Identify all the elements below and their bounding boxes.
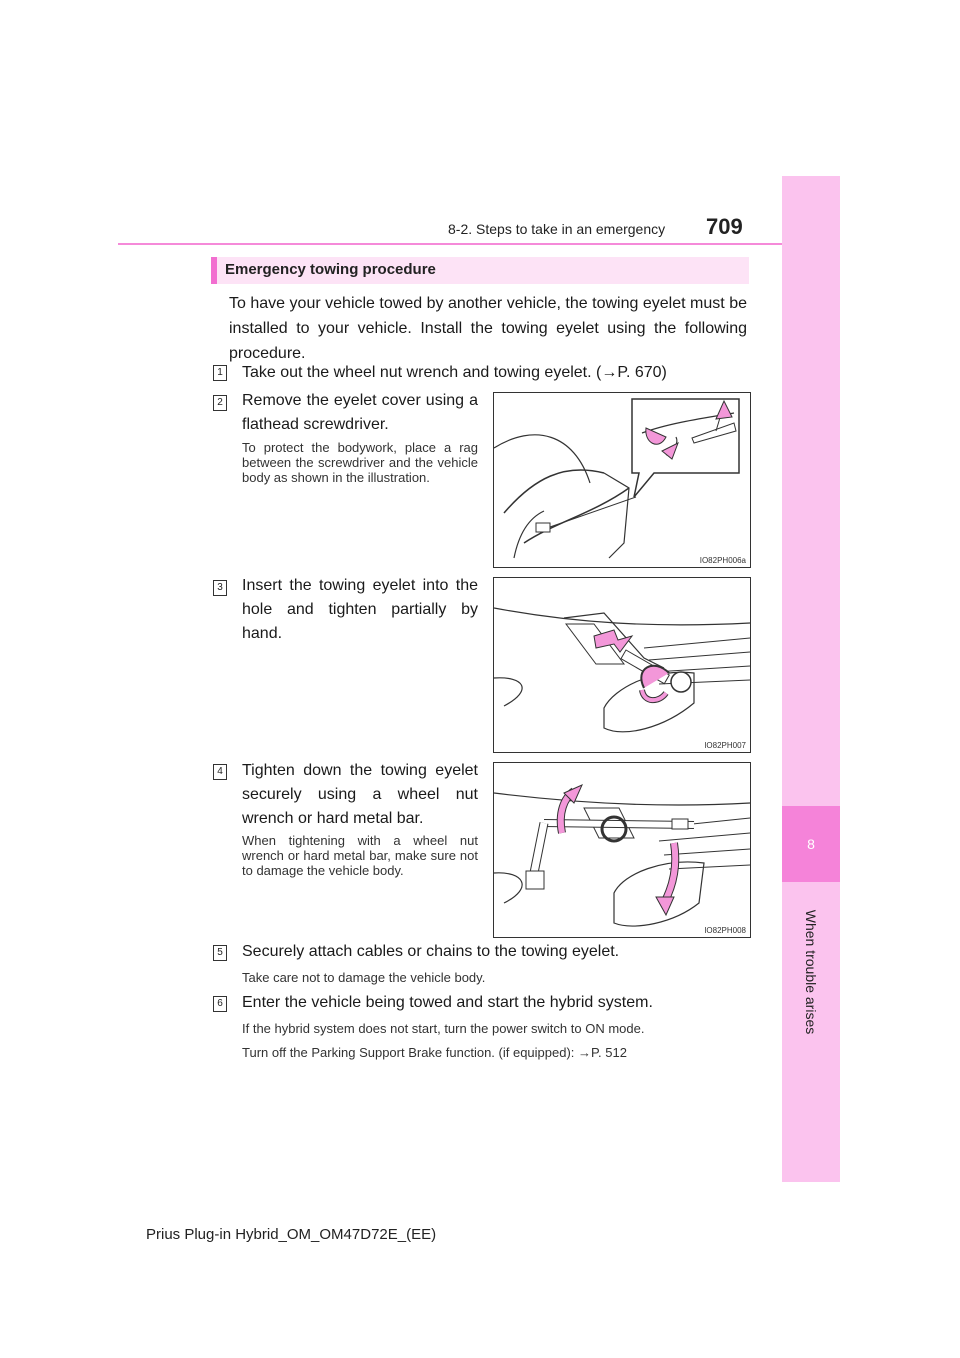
chapter-number: 8 (807, 836, 815, 852)
step-2-note: To protect the bodywork, place a rag between the screwdriver and the vehicle body as shown in the illustration. (242, 440, 478, 485)
insert-eyelet-drawing (494, 578, 750, 752)
footer-manual-id: Prius Plug-in Hybrid_OM_OM47D72E_(EE) (146, 1226, 437, 1243)
step-3-text: Insert the towing eyelet into the hole and tighten partially by hand. (242, 577, 478, 642)
step-6-text: Enter the vehicle being towed and start the hybrid system. (242, 994, 653, 1011)
header-section-title: 8-2. Steps to take in an emergency (448, 221, 666, 237)
chapter-number-tab (782, 806, 840, 882)
step-number-4: 4 (213, 764, 227, 780)
chapter-title-tab (782, 882, 840, 1062)
step-1-text: Take out the wheel nut wrench and towing eyelet. (→P. 670) (242, 364, 667, 381)
intro-paragraph: To have your vehicle towed by another vehicle, the towing eyelet must be installed to your vehicle. Install the towing eyelet using the following procedure. (229, 295, 747, 362)
step-6-note: If the hybrid system does not start, turn the power switch to ON mode. (242, 1021, 645, 1036)
illustration-eyelet-cover (493, 392, 751, 568)
figure-code: IO82PH008 (704, 926, 746, 935)
step-number-6: 6 (213, 996, 227, 1012)
step-2-text: Remove the eyelet cover using a flathead screwdriver. (242, 392, 478, 433)
page-number: 709 (706, 214, 743, 239)
step-5-text: Securely attach cables or chains to the towing eyelet. (242, 943, 620, 960)
step-6-note-2: Turn off the Parking Support Brake function. (if equipped): →P. 512 (242, 1045, 627, 1060)
figure-code: IO82PH007 (704, 741, 746, 750)
section-title: Emergency towing procedure (225, 261, 436, 278)
step-number-5: 5 (213, 945, 227, 961)
illustration-insert-eyelet (493, 577, 751, 753)
figure-code: IO82PH006a (699, 556, 746, 565)
step-number-2: 2 (213, 395, 227, 411)
step-5-note: Take care not to damage the vehicle body. (242, 970, 486, 985)
step-4-text: Tighten down the towing eyelet securely using a wheel nut wrench or hard metal bar. (242, 762, 478, 827)
car-front-cover-drawing (494, 393, 750, 567)
chapter-title: When trouble arises (803, 909, 819, 1035)
section-heading (211, 257, 749, 284)
step-number-1: 1 (213, 365, 227, 381)
step-number-3: 3 (213, 580, 227, 596)
illustration-tighten-eyelet (493, 762, 751, 938)
step-4-note: When tightening with a wheel nut wrench or hard metal bar, make sure not to damage the vehicle body. (242, 833, 478, 878)
tighten-eyelet-drawing (494, 763, 750, 937)
header-divider (118, 243, 782, 245)
